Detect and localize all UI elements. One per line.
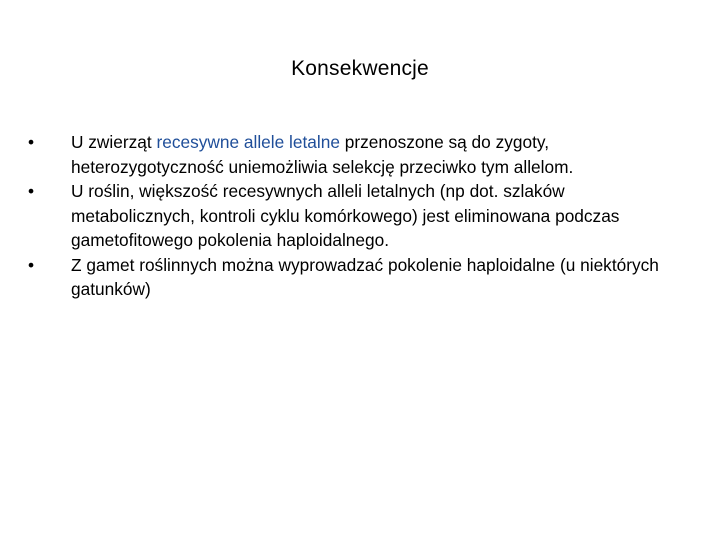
bullet-dot-icon: • <box>28 181 35 201</box>
bullet-1-highlight: recesywne allele letalne <box>156 132 340 152</box>
bullet-item-3 <box>28 253 668 302</box>
bullet-item-1 <box>28 130 668 179</box>
bullet-dot-icon: • <box>28 132 35 152</box>
bullet-1-text-after: przenoszone są do zygoty, heterozygotyczność uniemożliwia selekcję przeciwko tym allelom. <box>71 132 574 177</box>
bullet-list <box>28 130 668 302</box>
bullet-dot-icon: • <box>28 254 35 275</box>
slide-title <box>0 55 720 83</box>
bullet-3-text: Z gamet roślinnych można wyprowadzać pokolenie haploidalne (u niektórych gatunków) <box>71 254 659 299</box>
bullet-1-text-before: U zwierząt <box>71 132 157 152</box>
bullet-2-text: U roślin, większość recesywnych alleli letalnych (np dot. szlaków metabolicznych, kontroli cyklu komórkowego) jest eliminowana podczas gametofitowego pokolenia haploidalnego. <box>71 181 620 250</box>
bullet-item-2 <box>28 179 668 253</box>
slide-title-text: Konsekwencje <box>291 57 429 80</box>
